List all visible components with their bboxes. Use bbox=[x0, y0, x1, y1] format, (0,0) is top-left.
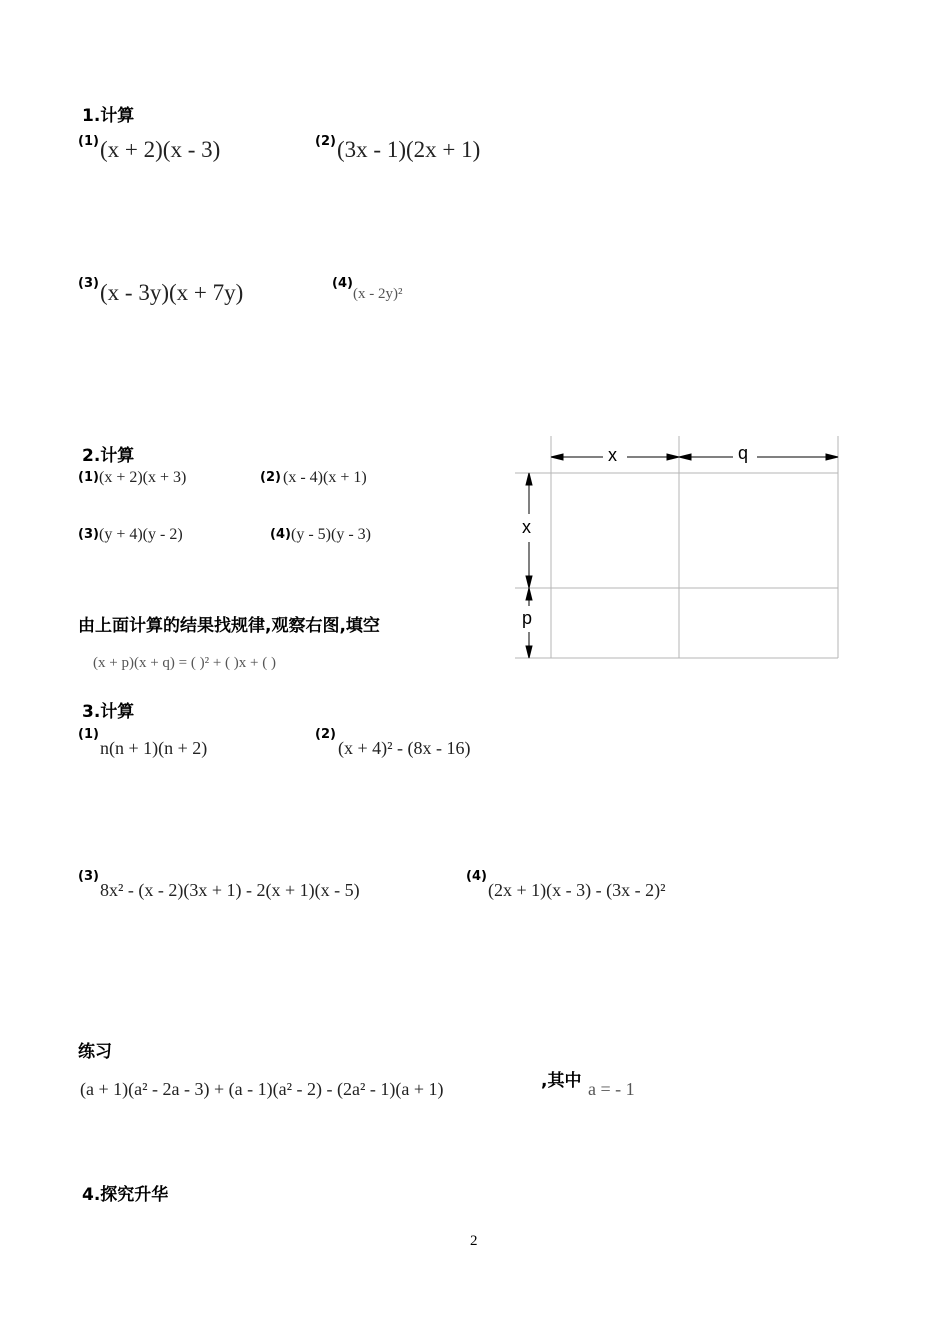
s3-p4-expr: (2x + 1)(x - 3) - (3x - 2)² bbox=[488, 880, 666, 900]
practice-expr: (a + 1)(a² - 2a - 3) + (a - 1)(a² - 2) - (2a² - 1)(a + 1) bbox=[80, 1079, 444, 1099]
s2-p1-label: (1) bbox=[78, 470, 99, 485]
diagram-label-x-left: x bbox=[522, 517, 531, 537]
s3-p1-expr: n(n + 1)(n + 2) bbox=[100, 738, 208, 758]
s2-fill-blank: (x + p)(x + q) = ( )² + ( )x + ( ) bbox=[93, 655, 276, 671]
area-diagram bbox=[505, 432, 845, 664]
s2-p2-expr: (x - 4)(x + 1) bbox=[283, 469, 367, 486]
s2-p1-expr: (x + 2)(x + 3) bbox=[99, 469, 187, 486]
s3-p2-expr: (x + 4)² - (8x - 16) bbox=[338, 738, 471, 758]
page-number: 2 bbox=[470, 1233, 478, 1249]
practice-title: 练习 bbox=[78, 1042, 112, 1062]
s3-p3-label: (3) bbox=[78, 869, 99, 884]
s2-p3-expr: (y + 4)(y - 2) bbox=[99, 526, 183, 543]
section-3-title: 3.计算 bbox=[82, 702, 135, 722]
s1-p4-expr: (x - 2y)² bbox=[353, 286, 403, 302]
s1-p3-label: (3) bbox=[78, 276, 99, 291]
s1-p2-label: (2) bbox=[315, 134, 336, 149]
practice-condition: a = - 1 bbox=[588, 1079, 635, 1099]
practice-where: ,其中 bbox=[541, 1071, 582, 1091]
s3-p4-label: (4) bbox=[466, 869, 487, 884]
diagram-label-x-top: x bbox=[608, 445, 617, 465]
section-2-title: 2.计算 bbox=[82, 446, 135, 466]
s2-p4-expr: (y - 5)(y - 3) bbox=[291, 526, 371, 543]
s1-p1-label: (1) bbox=[78, 134, 99, 149]
s2-p2-label: (2) bbox=[260, 470, 281, 485]
s3-p2-label: (2) bbox=[315, 727, 336, 742]
section-1-title: 1.计算 bbox=[82, 106, 135, 126]
diagram-label-p-left: p bbox=[522, 608, 533, 628]
s1-p1-expr: (x + 2)(x - 3) bbox=[100, 137, 221, 162]
s1-p2-expr: (3x - 1)(2x + 1) bbox=[337, 137, 481, 162]
s2-instruction: 由上面计算的结果找规律,观察右图,填空 bbox=[78, 616, 380, 636]
s2-p3-label: (3) bbox=[78, 527, 99, 542]
s1-p3-expr: (x - 3y)(x + 7y) bbox=[100, 280, 244, 305]
section-4-title: 4.探究升华 bbox=[82, 1185, 169, 1205]
diagram-label-q-top: q bbox=[738, 443, 749, 463]
s3-p3-expr: 8x² - (x - 2)(3x + 1) - 2(x + 1)(x - 5) bbox=[100, 880, 360, 900]
s2-p4-label: (4) bbox=[270, 527, 291, 542]
s1-p4-label: (4) bbox=[332, 276, 353, 291]
s3-p1-label: (1) bbox=[78, 727, 99, 742]
